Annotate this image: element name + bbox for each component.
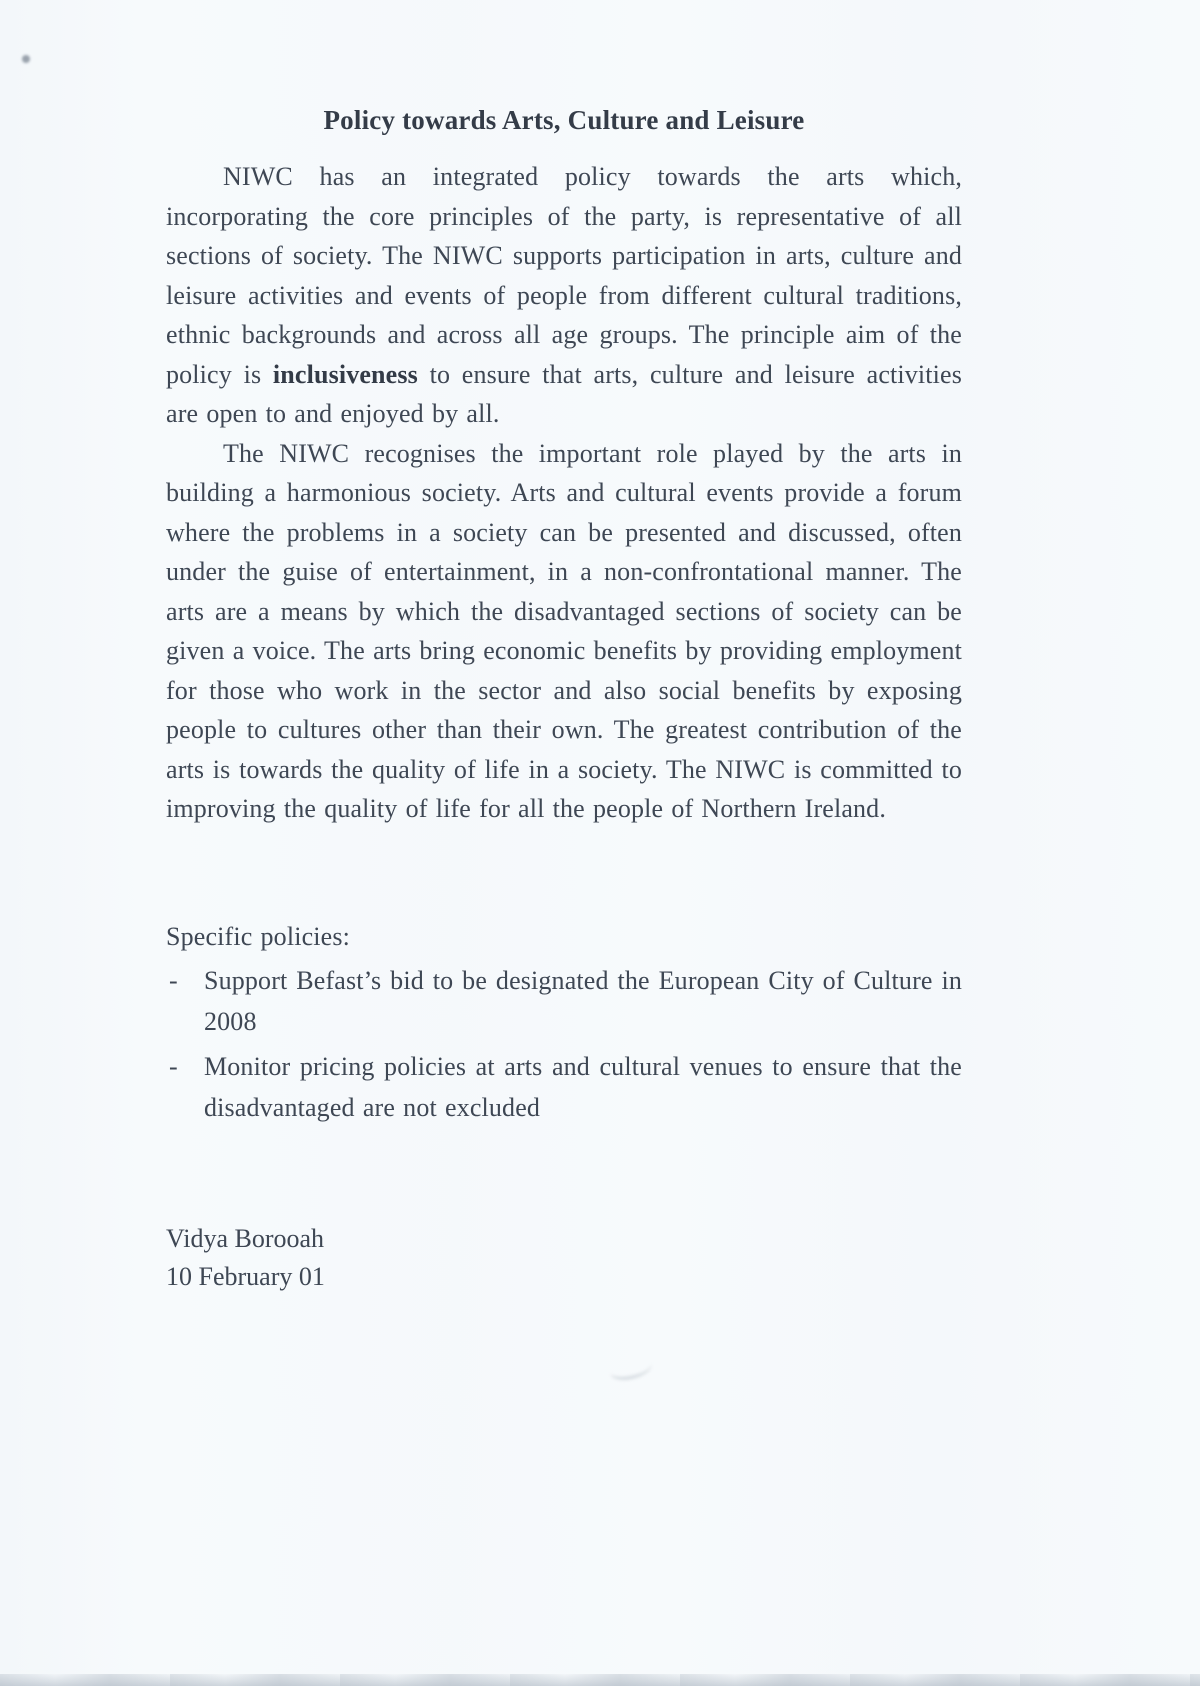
paragraph-1-text-after: to ensure that arts, culture and leisure activities are open to and enjoyed by all.	[166, 359, 962, 428]
paragraph-1-text-before: NIWC has an integrated policy towards the arts which, incorporating the core principles of the party, is representative of all sections of society. The NIWC supports participation in arts, culture and leisure activities and events of people from different cultural traditions, ethnic backgrounds and across all age groups. The principle aim of the policy is	[166, 162, 962, 389]
paragraph-1-bold-word: inclusiveness	[272, 359, 418, 389]
scan-smudge	[609, 1355, 654, 1382]
paragraph-1	[166, 157, 962, 434]
policy-item-2-text: Monitor pricing policies at arts and cultural venues to ensure that the disadvantaged are not excluded	[204, 1052, 962, 1122]
bullet-dash-icon: -	[169, 1052, 178, 1081]
paragraph-2: The NIWC recognises the important role played by the arts in building a harmonious society. Arts and cultural events provide a forum where the problems in a society can be presented and discussed, often under the guise of entertainment, in a non-confrontational manner. The arts are a means by which the disadvantaged sections of society can be given a voice. The arts bring economic benefits by providing employment for those who work in the sector and also social benefits by exposing people to cultures other than their own. The greatest contribution of the arts is towards the quality of life in a society. The NIWC is committed to improving the quality of life for all the people of Northern Ireland.	[166, 438, 962, 823]
document-date: 10 February 01	[166, 1262, 325, 1291]
bullet-dash-icon: -	[169, 966, 178, 995]
policy-item-1	[166, 960, 962, 1042]
document-content	[166, 103, 962, 1296]
scan-bottom-edge	[0, 1674, 1200, 1686]
author-name: Vidya Borooah	[166, 1224, 325, 1253]
scan-speck	[22, 55, 30, 63]
policy-item-1-text: Support Befast’s bid to be designated the European City of Culture in 2008	[204, 966, 962, 1036]
policy-item-2	[166, 1046, 962, 1128]
specific-policies-heading: Specific policies:	[166, 921, 350, 951]
document-title: Policy towards Arts, Culture and Leisure	[323, 105, 805, 135]
